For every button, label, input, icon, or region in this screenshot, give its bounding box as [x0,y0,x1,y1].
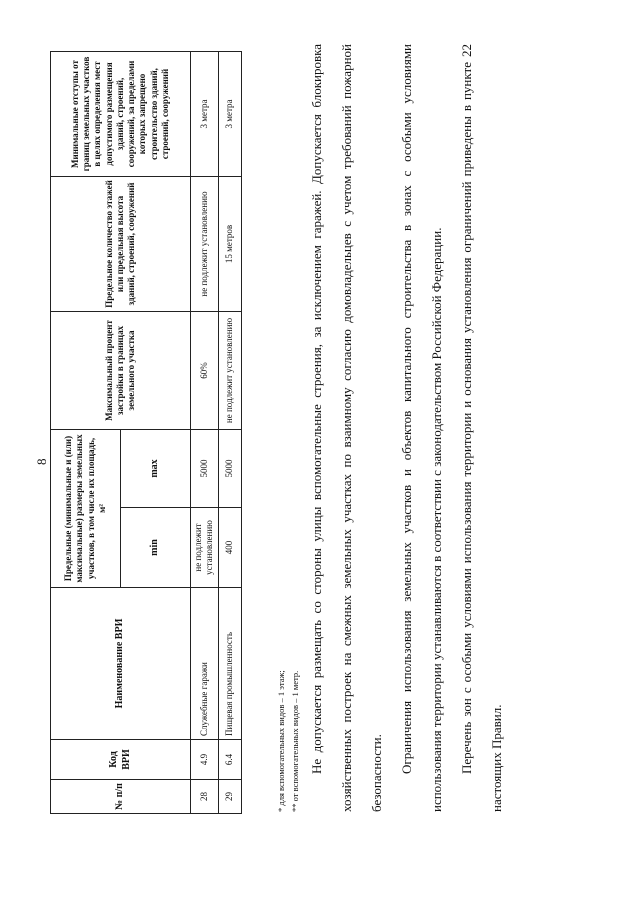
footnote: * для вспомогательных видов – 1 этаж; [276,670,286,812]
paragraph: Ограничения использования земельных участков и объектов капитального строительства в зонах с особыми условиями использования территории устанавливаются в соответствии с законодательством Российской Федерации. [399,44,444,812]
body-text [302,44,512,812]
cell-floors: не подлежит установлению [191,176,219,311]
header-code: Код ВРИ [51,740,191,780]
header-name: Наименование ВРИ [51,588,191,740]
cell-code: 6.4 [218,740,241,780]
cell-min: 400 [218,508,241,588]
cell-num: 29 [218,780,241,814]
header-max: max [121,429,191,507]
header-sizes: Предельные (минимальные и (или) максимальные) размеры земельных участков, в том числе их площадь, м² [51,429,121,587]
table-footnotes [275,670,302,812]
cell-max: 5000 [191,429,219,507]
header-floors: Предельное количество этажей или предельная высота зданий, строений, сооружений [51,176,191,311]
header-min: min [121,508,191,588]
cell-max: 5000 [218,429,241,507]
cell-setback: 3 метра [218,51,241,176]
cell-name: Служебные гаражи [191,588,219,740]
paragraph: Перечень зон с особыми условиями использования территории и основания установления ограничений приведены в пункте 22 настоящих Правил. [459,44,504,812]
table-row [191,51,219,813]
cell-percent: 60% [191,311,219,429]
cell-num: 28 [191,780,219,814]
table-row [218,51,241,813]
cell-floors: 15 метров [218,176,241,311]
page-number: 8 [34,458,49,465]
zoning-parameters-table [50,51,242,814]
footnote: ** от вспомогательных видов – 1 метр. [289,670,300,812]
header-setbacks: Минимальные отступы от границ земельных участков в целях определения мест допустимого размещения зданий, строений, сооружений, за пределами которых запрещено строительство зданий, строений, сооружений [51,51,191,176]
cell-name: Пищевая промышленность [218,588,241,740]
header-num: № п/п [51,780,191,814]
paragraph: Не допускается размещать со стороны улицы вспомогательные строения, за исключением гаражей. Допускается блокировка хозяйственных построек на смежных земельных участках по взаимному согласию домовладельцев с учетом требований пожарной безопасности. [309,44,384,812]
cell-setback: 3 метра [191,51,219,176]
cell-min: не подлежит установлению [191,508,219,588]
header-percent: Максимальный процент застройки в границах земельного участка [51,311,191,429]
cell-percent: не подлежит установлению [218,311,241,429]
cell-code: 4.9 [191,740,219,780]
